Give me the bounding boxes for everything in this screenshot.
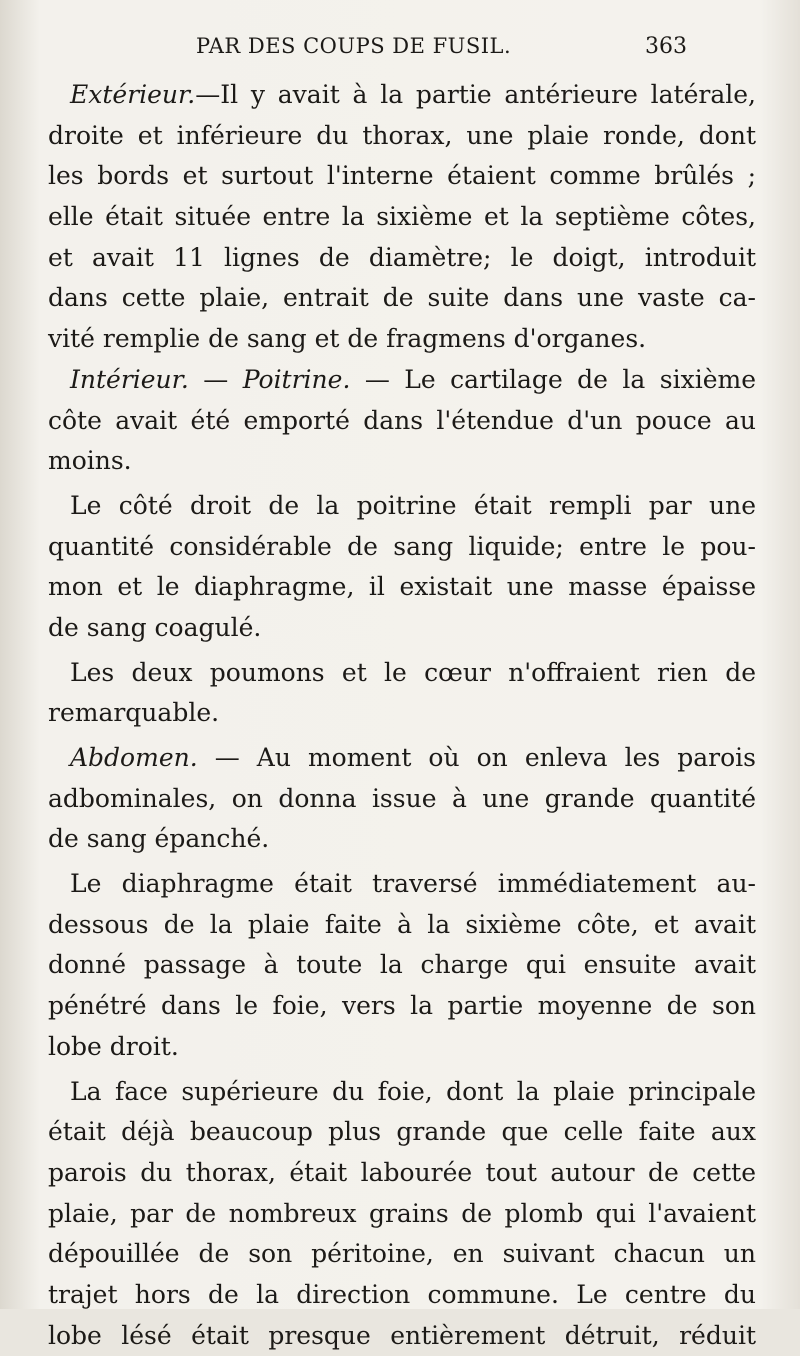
running-title: PAR DES COUPS DE FUSIL.	[196, 34, 511, 58]
text-line: adbominales, on donna issue à une grande quantité	[48, 779, 756, 820]
text-line: côte avait été emporté dans l'étendue d'un pouce au	[48, 401, 756, 442]
text-line: de sang épanché.	[48, 819, 756, 860]
paragraph-exterieur	[48, 75, 756, 360]
paragraph-foie	[48, 1072, 756, 1356]
text-line: lobe lésé était presque entièrement détruit, réduit	[48, 1316, 756, 1356]
text-line	[48, 738, 756, 779]
text-line: Les deux poumons et le cœur n'offraient rien de	[48, 653, 756, 694]
text-line: dessous de la plaie faite à la sixième côte, et avait	[48, 905, 756, 946]
text-line: était déjà beaucoup plus grande que celle faite aux	[48, 1112, 756, 1153]
text-line-content: — Le cartilage de la sixième	[350, 365, 756, 394]
text-line: donné passage à toute la charge qui ensuite avait	[48, 945, 756, 986]
text-line: droite et inférieure du thorax, une plaie ronde, dont	[48, 116, 756, 157]
text-line: Le côté droit de la poitrine était rempli par une	[48, 486, 756, 527]
text-line: dépouillée de son péritoine, en suivant chacun un	[48, 1234, 756, 1275]
text-line: moins.	[48, 441, 756, 482]
text-line: et avait 11 lignes de diamètre; le doigt, introduit	[48, 238, 756, 279]
page-header	[0, 30, 800, 70]
paragraph-abdomen	[48, 738, 756, 860]
section-label-abdomen: Abdomen.	[70, 743, 198, 772]
text-line	[48, 360, 756, 401]
page-number: 363	[645, 34, 687, 59]
text-line: mon et le diaphragme, il existait une masse épaisse	[48, 567, 756, 608]
text-line: lobe droit.	[48, 1027, 756, 1068]
text-line: de sang coagulé.	[48, 608, 756, 649]
text-line: les bords et surtout l'interne étaient comme brûlés ;	[48, 156, 756, 197]
page-body	[48, 75, 756, 1356]
text-line: trajet hors de la direction commune. Le centre du	[48, 1275, 756, 1316]
paragraph-interieur	[48, 360, 756, 482]
text-line: remarquable.	[48, 693, 756, 734]
section-label-interieur: Intérieur.	[70, 365, 189, 394]
section-label-exterieur: Extérieur.	[70, 80, 195, 109]
text-line: La face supérieure du foie, dont la plaie principale	[48, 1072, 756, 1113]
paragraph-poumons	[48, 653, 756, 734]
section-label-poitrine: Poitrine.	[243, 365, 351, 394]
text-line: Le diaphragme était traversé immédiatement au-	[48, 864, 756, 905]
text-line: elle était située entre la sixième et la septième côtes,	[48, 197, 756, 238]
text-line: pénétré dans le foie, vers la partie moyenne de son	[48, 986, 756, 1027]
text-line: parois du thorax, était labourée tout autour de cette	[48, 1153, 756, 1194]
text-line: vité remplie de sang et de fragmens d'organes.	[48, 319, 756, 360]
text-line	[48, 75, 756, 116]
text-line: dans cette plaie, entrait de suite dans une vaste ca-	[48, 278, 756, 319]
text-line-content: —Il y avait à la partie antérieure latérale,	[195, 80, 756, 109]
label-separator: —	[189, 365, 243, 394]
paragraph-cote-droit	[48, 486, 756, 649]
text-line-content: — Au moment où on enleva les parois	[198, 743, 756, 772]
paragraph-diaphragme	[48, 864, 756, 1067]
text-line: plaie, par de nombreux grains de plomb qui l'avaient	[48, 1194, 756, 1235]
text-line: quantité considérable de sang liquide; entre le pou-	[48, 527, 756, 568]
